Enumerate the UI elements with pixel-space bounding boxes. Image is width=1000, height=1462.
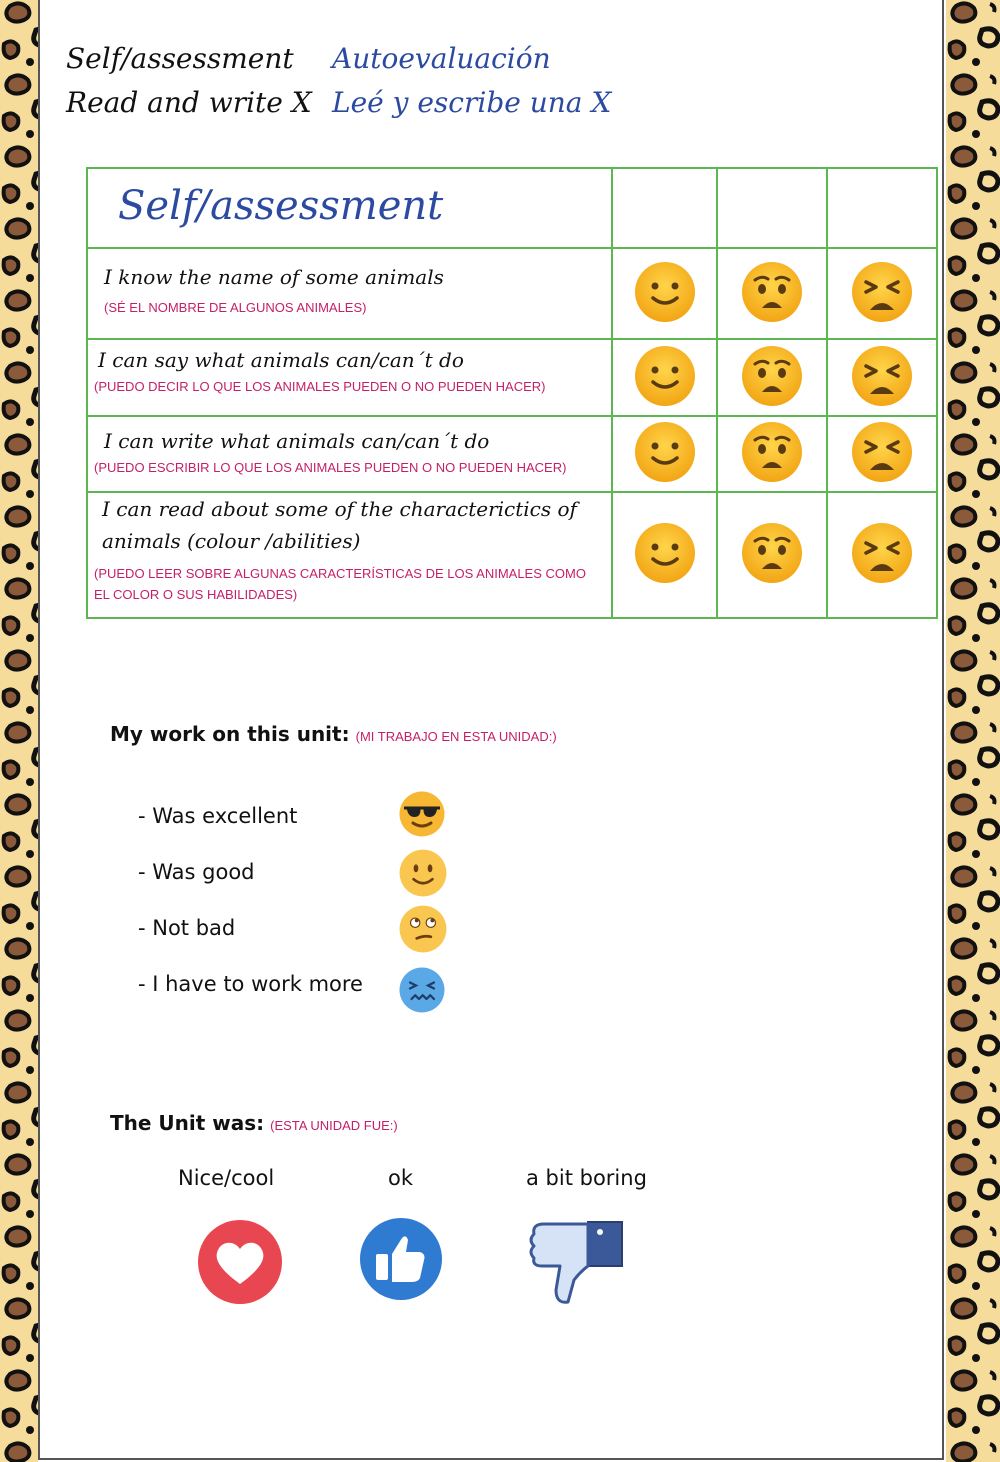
eye-roll-face-icon: [398, 904, 448, 954]
worried-face-option[interactable]: [717, 248, 827, 339]
unit-section-title: [110, 1111, 398, 1135]
statement-translation: (SÉ EL NOMBRE DE ALGUNOS ANIMALES): [104, 300, 367, 315]
smiling-face-icon: [633, 521, 697, 585]
worried-face-icon: [740, 420, 804, 484]
smiling-face-option[interactable]: [612, 492, 717, 618]
work-option-good[interactable]: - Was good: [138, 860, 255, 884]
leopard-pattern-right: [946, 0, 1000, 1462]
header-title-english: Self/assessment: [66, 42, 294, 75]
worried-face-icon: [740, 521, 804, 585]
worried-face-option[interactable]: [717, 492, 827, 618]
answer-column-header[interactable]: [612, 168, 717, 248]
worried-face-icon: [740, 260, 804, 324]
statement-cell: [87, 248, 612, 339]
table-header-row: [87, 168, 937, 248]
smiling-face-option[interactable]: [612, 339, 717, 416]
statement-translation: (PUEDO LEER SOBRE ALGUNAS CARACTERÍSTICAS DE LOS ANIMALES COMO EL COLOR O SUS HABILIDADES): [94, 566, 586, 602]
tired-face-option[interactable]: [827, 492, 937, 618]
worried-face-option[interactable]: [717, 416, 827, 492]
statement-text: I know the name of some animals: [104, 265, 444, 289]
leopard-border-right: [946, 0, 1000, 1462]
work-subtitle: (MI TRABAJO EN ESTA UNIDAD:): [355, 729, 557, 744]
leopard-border-left: [0, 0, 38, 1462]
worried-face-option[interactable]: [717, 339, 827, 416]
unit-option-label-boring: a bit boring: [526, 1166, 647, 1190]
statement-text: I can say what animals can/can´t do: [98, 348, 464, 372]
self-assessment-table: [86, 167, 938, 619]
smiling-face-option[interactable]: [612, 416, 717, 492]
header-instruction-english: Read and write X: [66, 86, 312, 119]
work-option-excellent[interactable]: - Was excellent: [138, 804, 298, 828]
statement-translation: (PUEDO ESCRIBIR LO QUE LOS ANIMALES PUEDEN O NO PUEDEN HACER): [94, 460, 567, 475]
table-row: [87, 339, 937, 416]
tired-face-icon: [850, 260, 914, 324]
header-title-spanish: Autoevaluación: [332, 42, 551, 75]
tired-face-option[interactable]: [827, 339, 937, 416]
table-row: [87, 492, 937, 618]
table-row: [87, 248, 937, 339]
answer-column-header[interactable]: [717, 168, 827, 248]
statement-text: I can write what animals can/can´t do: [104, 429, 490, 453]
tired-face-icon: [850, 420, 914, 484]
table-row: [87, 416, 937, 492]
smiling-face-icon: [633, 260, 697, 324]
header-instruction-spanish: Leé y escribe una X: [332, 86, 612, 119]
table-title: Self/assessment: [87, 168, 612, 248]
heart-icon[interactable]: [196, 1218, 284, 1306]
unit-option-label-nice: Nice/cool: [178, 1166, 275, 1190]
tired-face-option[interactable]: [827, 416, 937, 492]
work-title-text: My work on this unit:: [110, 722, 350, 746]
tired-face-icon: [850, 344, 914, 408]
sunglasses-face-icon: [398, 790, 446, 838]
statement-text: I can read about some of the characterictics of animals (colour /abilities): [102, 497, 577, 553]
unit-title-text: The Unit was:: [110, 1111, 265, 1135]
smiling-face-icon: [633, 344, 697, 408]
smiling-face-icon: [633, 420, 697, 484]
thumbs-down-icon[interactable]: [526, 1218, 628, 1308]
smiley-face-icon: [398, 848, 448, 898]
cold-face-icon: [398, 966, 446, 1014]
leopard-pattern-left: [0, 0, 38, 1462]
tired-face-icon: [850, 521, 914, 585]
statement-cell: [87, 416, 612, 492]
work-option-not-bad[interactable]: - Not bad: [138, 916, 236, 940]
work-section-title: [110, 722, 557, 746]
smiling-face-option[interactable]: [612, 248, 717, 339]
tired-face-option[interactable]: [827, 248, 937, 339]
worried-face-icon: [740, 344, 804, 408]
statement-cell: [87, 339, 612, 416]
thumbs-up-icon[interactable]: [358, 1216, 444, 1302]
answer-column-header[interactable]: [827, 168, 937, 248]
statement-cell: [87, 492, 612, 618]
statement-translation: (PUEDO DECIR LO QUE LOS ANIMALES PUEDEN O NO PUEDEN HACER): [94, 379, 546, 394]
unit-subtitle: (ESTA UNIDAD FUE:): [270, 1118, 398, 1133]
unit-option-label-ok: ok: [388, 1166, 414, 1190]
work-option-work-more[interactable]: - I have to work more: [138, 972, 363, 996]
